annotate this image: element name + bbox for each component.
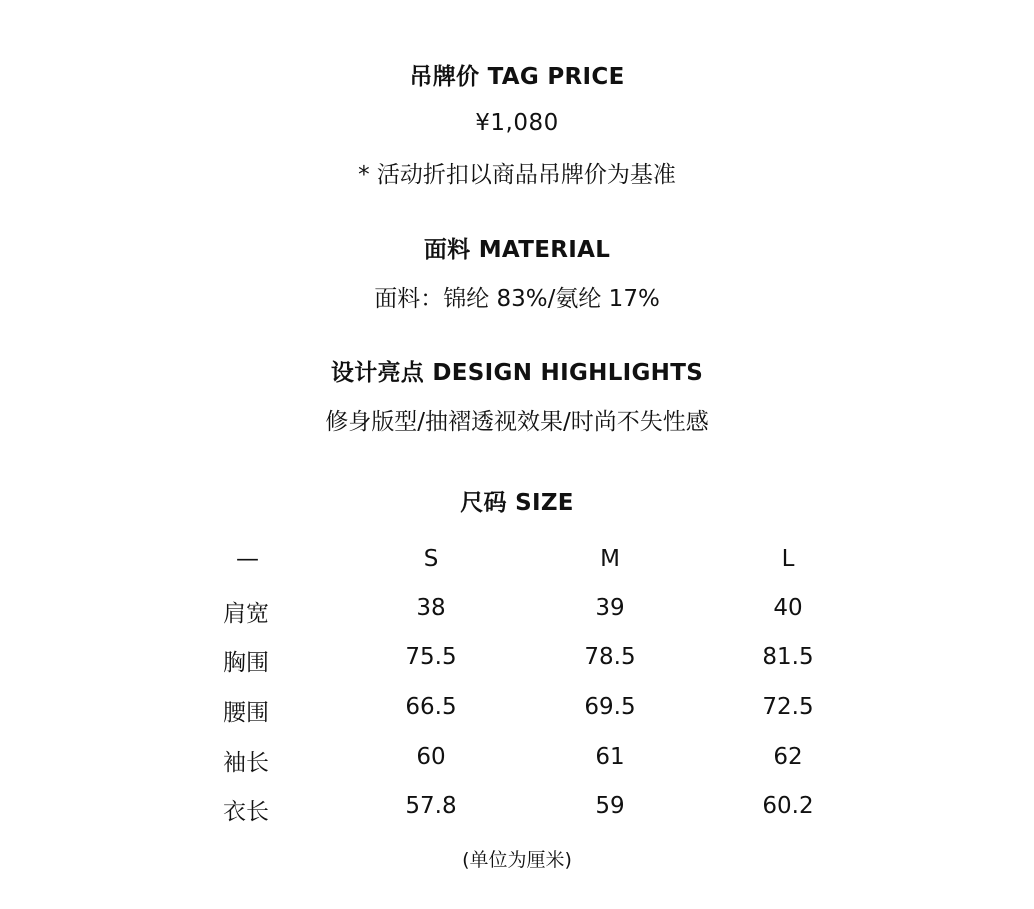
size-header-l: L	[781, 546, 795, 572]
tag-price-heading: 吊牌价 TAG PRICE	[409, 64, 625, 90]
size-heading: 尺码 SIZE	[460, 490, 574, 516]
table-cell: 57.8	[405, 793, 457, 819]
table-row	[0, 744, 1034, 784]
size-header-s: S	[423, 546, 439, 572]
table-cell: 40	[773, 595, 803, 621]
table-row	[0, 694, 1034, 734]
size-header-m: M	[600, 546, 620, 572]
table-cell: 60	[416, 744, 446, 770]
row-label: 衣长	[223, 799, 269, 825]
table-cell: 39	[595, 595, 625, 621]
material-content: 面料：锦纶 83%/氨纶 17%	[374, 286, 660, 312]
table-cell: 60.2	[762, 793, 814, 819]
row-label: 肩宽	[223, 601, 269, 627]
table-row	[0, 595, 1034, 635]
table-cell: 69.5	[584, 694, 636, 720]
table-row	[0, 644, 1034, 684]
table-cell: 66.5	[405, 694, 457, 720]
row-label: 袖长	[223, 750, 269, 776]
table-cell: 78.5	[584, 644, 636, 670]
table-cell: 62	[773, 744, 803, 770]
discount-note: * 活动折扣以商品吊牌价为基准	[358, 162, 676, 188]
table-cell: 59	[595, 793, 625, 819]
design-highlights-content: 修身版型/抽褶透视效果/时尚不失性感	[325, 409, 709, 435]
table-cell: 38	[416, 595, 446, 621]
design-highlights-heading: 设计亮点 DESIGN HIGHLIGHTS	[330, 360, 704, 386]
table-row	[0, 793, 1034, 833]
table-cell: 81.5	[762, 644, 814, 670]
unit-note: (单位为厘米)	[462, 849, 572, 871]
size-table-corner-dash: —	[236, 546, 259, 572]
material-heading: 面料 MATERIAL	[423, 237, 611, 263]
size-table-header-row	[0, 546, 1034, 586]
table-cell: 61	[595, 744, 625, 770]
row-label: 腰围	[223, 700, 269, 726]
row-label: 胸围	[223, 650, 269, 676]
table-cell: 75.5	[405, 644, 457, 670]
table-cell: 72.5	[762, 694, 814, 720]
tag-price-value: ¥1,080	[475, 110, 559, 136]
